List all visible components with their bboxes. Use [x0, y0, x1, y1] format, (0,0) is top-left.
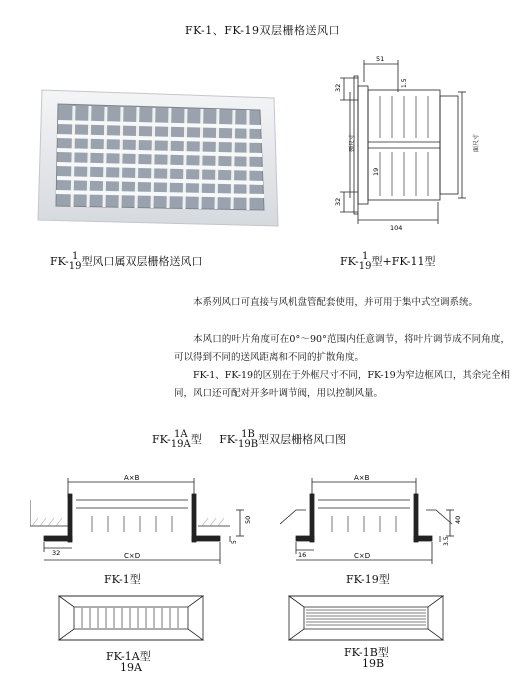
- fk19-dim-40: 40: [454, 515, 462, 524]
- heading-a-prefix: FK-: [152, 433, 171, 446]
- caption-suffix: 型风口属双层栅格送风口: [81, 255, 203, 268]
- fk1-caption: FK-1型: [104, 573, 141, 586]
- section-heading: [152, 430, 346, 450]
- fk1-dim-cxd: C×D: [124, 552, 141, 560]
- heading-a-bottom: 19A: [170, 439, 191, 450]
- photo-caption: [50, 252, 203, 272]
- grille-photo: [34, 84, 282, 232]
- heading-b-bottom: 19B: [238, 439, 259, 450]
- side-caption: [340, 252, 436, 272]
- fk1-section-drawing: [30, 474, 260, 566]
- side-section-drawing: [334, 52, 484, 232]
- side-fraction-bottom: 19: [358, 261, 372, 272]
- side-caption-suffix: 型+FK-11型: [371, 255, 436, 268]
- heading-b-fraction: [238, 430, 258, 450]
- fk1-dim-axb: A×B: [124, 474, 140, 482]
- heading-b-prefix: FK-: [219, 433, 238, 446]
- dim-1-5: 1.5: [401, 78, 408, 88]
- side-caption-fraction: [359, 252, 372, 272]
- dim-32-bottom: 32: [334, 197, 342, 206]
- front-view-b: [288, 595, 444, 641]
- caption-prefix: FK-: [50, 255, 69, 268]
- description-paragraph-1: 本系列风口可直接与风机盘管配套使用，并可用于集中式空调系统。: [193, 297, 479, 308]
- front-view-a: [58, 595, 204, 641]
- fraction-bottom: 19: [68, 261, 82, 272]
- fraction-top: 1: [71, 251, 79, 262]
- dim-32-top: 32: [334, 83, 342, 92]
- front-a-caption-line2: 19A: [120, 661, 142, 674]
- heading-a-suffix: 型: [190, 433, 202, 446]
- dim-19: 19: [372, 167, 380, 176]
- side-caption-prefix: FK-: [340, 255, 359, 268]
- fk19-dim-axb: A×B: [354, 474, 370, 482]
- fk19-dim-16: 16: [298, 551, 307, 559]
- page-title: FK-1、FK-19双层栅格送风口: [184, 24, 341, 37]
- caption-fraction: [69, 252, 82, 272]
- fk19-caption: FK-19型: [346, 573, 390, 586]
- dim-51: 51: [376, 55, 385, 63]
- heading-b-suffix: 型双层栅格风口图: [258, 433, 347, 446]
- face-size-label: 面尺寸: [473, 133, 480, 152]
- heading-a-fraction: [171, 430, 191, 450]
- fk1-dim-32: 32: [52, 549, 61, 557]
- fk19-section-drawing: [280, 474, 510, 566]
- heading-b-top: 1B: [241, 429, 255, 440]
- front-a-caption-line1: FK-1A型: [106, 650, 151, 663]
- side-fraction-top: 1: [361, 251, 369, 262]
- front-b-caption-line2: 19B: [362, 657, 385, 670]
- fk1-dim-50: 50: [244, 515, 252, 524]
- description-paragraph-2: 本风口的叶片角度可在0°～90°范围内任意调节，将叶片调节成不同角度，可以得到不同的送风距离和不同的扩散角度。: [174, 334, 510, 363]
- description-paragraph-3: FK-1、FK-19的区别在于外框尺寸不同，FK-19为窄边框风口，其余完全相同，风口还可配对开多叶调节阀，用以控制风量。: [174, 370, 510, 399]
- neck-size-label: 颈尺寸: [349, 133, 356, 152]
- fk19-dim-cxd: C×D: [354, 552, 371, 560]
- front-b-caption-line1: FK-1B型: [344, 646, 389, 659]
- dim-104: 104: [390, 224, 403, 232]
- fk1-dim-5: 5: [231, 540, 238, 544]
- heading-a-top: 1A: [173, 429, 188, 440]
- fk19-dim-3-5: 3.5: [443, 536, 450, 546]
